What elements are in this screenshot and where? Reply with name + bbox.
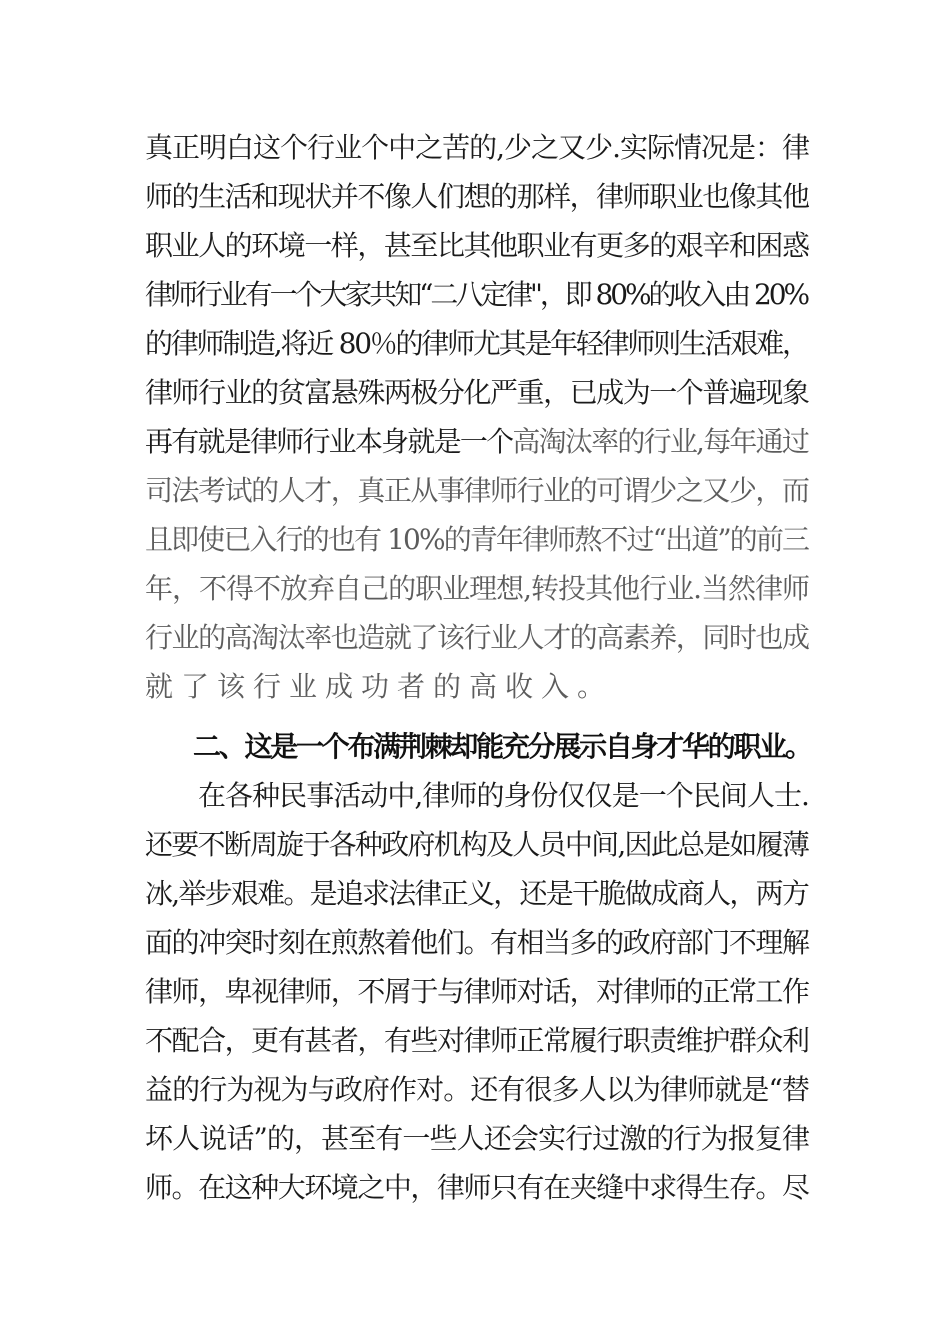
paragraph-2-line-3: 冰,举步艰难。是追求法律正义，还是干脆做成商人，两方 (145, 877, 809, 910)
paragraph-1-line-8: 司法考试的人才，真正从事律师行业的可谓少之又少，而 (145, 474, 809, 507)
paragraph-2-line-7: 益的行为视为与政府作对。还有很多人以为律师就是“替 (145, 1073, 810, 1106)
paragraph-1-line-7 (145, 422, 810, 462)
paragraph-1-line-7-dark: 再有就是律师行业本身就是一个 (145, 425, 513, 458)
paragraph-1-line-6: 律师行业的贫富悬殊两极分化严重，已成为一个普遍现象 (145, 376, 809, 409)
paragraph-2-line-6: 不配合，更有甚者，有些对律师正常履行职责维护群众利 (145, 1024, 809, 1057)
paragraph-1-line-11: 行业的高淘汰率也造就了该行业人才的高素养，同时也成 (145, 621, 809, 654)
paragraph-2-line-5: 律师，卑视律师，不屑于与律师对话，对律师的正常工作 (145, 975, 809, 1008)
paragraph-1-line-9: 且即使已入行的也有 10%的青年律师熬不过“出道”的前三 (145, 523, 809, 556)
paragraph-1-line-7-gray: 高淘汰率的行业,每年通过 (512, 425, 809, 458)
paragraph-2-line-9: 师。在这种大环境之中，律师只有在夹缝中求得生存。尽 (145, 1171, 809, 1204)
paragraph-1-line-2: 师的生活和现状并不像人们想的那样，律师职业也像其他 (145, 180, 809, 213)
paragraph-2-line-8: 坏人说话”的，甚至有一些人还会实行过激的行为报复律 (145, 1122, 810, 1155)
paragraph-2-line-1: 在各种民事活动中,律师的身份仅仅是一个民间人士. (198, 779, 810, 812)
paragraph-1-line-3: 职业人的环境一样，甚至比其他职业有更多的艰辛和困惑 (145, 229, 809, 262)
paragraph-1-line-12: 就了该行业成功者的高收入。 (145, 670, 614, 703)
paragraph-1-line-10: 年，不得不放弃自己的职业理想,转投其他行业.当然律师 (145, 572, 810, 605)
paragraph-1-line-1: 真正明白这个行业个中之苦的,少之又少.实际情况是：律 (145, 131, 810, 164)
paragraph-2-line-4: 面的冲突时刻在煎熬着他们。有相当多的政府部门不理解 (145, 926, 809, 959)
paragraph-1-line-4: 律师行业有一个大家共知“二八定律"，即 80%的收入由 20% (145, 278, 807, 311)
paragraph-1-line-5: 的律师制造,将近 80％的律师尤其是年轻律师则生活艰难， (145, 327, 808, 360)
paragraph-2-line-2: 还要不断周旋于各种政府机构及人员中间,因此总是如履薄 (145, 828, 809, 861)
section-heading: 二、这是一个布满荆棘却能充分展示自身才华的职业。 (193, 730, 811, 763)
